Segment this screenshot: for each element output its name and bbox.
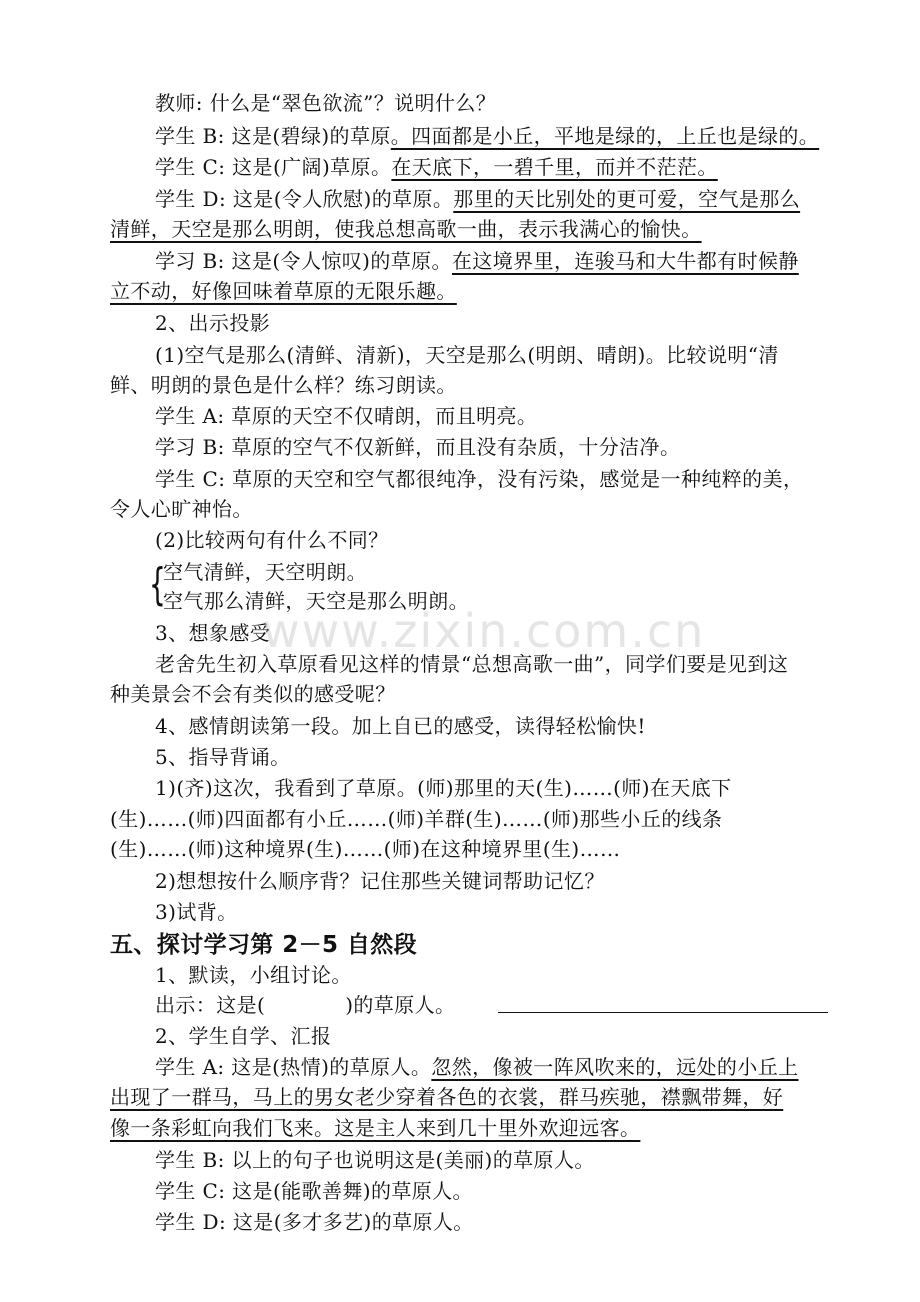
- text-line: 像一条彩虹向我们飞来。这是主人来到几十里外欢迎远客。: [110, 1116, 641, 1140]
- text-line: 立不动，好像回味着草原的无限乐趣。: [110, 279, 457, 303]
- text-line: 学习 B: 草原的空气不仅新鲜，而且没有杂质，十分洁净。: [155, 435, 681, 459]
- text-line: 学生 D: 这是(多才多艺)的草原人。: [155, 1210, 474, 1234]
- text-line: 学生 B: 这是(碧绿)的草原。四面都是小丘，平地是绿的，上丘也是绿的。: [155, 124, 820, 148]
- section-item: 2、出示投影: [155, 311, 271, 335]
- section-item: 5、指导背诵。: [155, 745, 291, 769]
- text-line: 种美景会不会有类似的感受呢？: [110, 682, 396, 706]
- text-line: 学生 A: 这是(热情)的草原人。忽然，像被一阵风吹来的，远处的小丘上: [155, 1055, 799, 1079]
- text-line: 老舍先生初入草原看见这样的情景“总想高歌一曲”，同学们要是见到这: [155, 652, 789, 676]
- text-line: 2)想想按什么顺序背？记住那些关键词帮助记忆？: [155, 869, 605, 893]
- text-line: 令人心旷神怡。: [110, 497, 253, 521]
- comparison-sentence: 空气那么清鲜，天空是那么明朗。: [163, 589, 469, 613]
- watermark: www.zixin.com.cn: [262, 604, 706, 658]
- answer-blank-rule: [498, 1012, 828, 1013]
- section-heading: 五、探讨学习第 2－5 自然段: [110, 932, 418, 958]
- fill-in-line: 出示：这是( )的草原人。: [155, 993, 456, 1017]
- text-line: 学生 D: 这是(令人欣慰)的草原。那里的天比别处的更可爱，空气是那么: [155, 187, 801, 211]
- text-line: 学生 C: 草原的天空和空气都很纯净，没有污染，感觉是一种纯粹的美，: [155, 467, 804, 491]
- text-line: 学习 B: 这是(令人惊叹)的草原。在这境界里，连骏马和大牛都有时候静: [155, 249, 799, 273]
- comparison-sentence: 空气清鲜，天空明朗。: [163, 560, 367, 584]
- brace-glyph: {: [149, 559, 166, 610]
- text-line: 1)(齐)这次，我看到了草原。(师)那里的天(生)……(师)在天底下: [155, 776, 732, 800]
- section-item: 3、想象感受: [155, 621, 271, 645]
- section-item: 1、默读，小组讨论。: [155, 963, 352, 987]
- text-line: 学生 C: 这是(广阔)草原。在天底下，一碧千里，而并不茫茫。: [155, 155, 718, 179]
- text-line: 3)试背。: [155, 900, 238, 924]
- text-line: (2)比较两句有什么不同？: [155, 528, 389, 552]
- text-line: (生)……(师)这种境界(生)……(师)在这种境界里(生)……: [110, 837, 621, 861]
- section-item: 2、学生自学、汇报: [155, 1024, 332, 1048]
- text-line: (生)……(师)四面都有小丘……(师)羊群(生)……(师)那些小丘的线条: [110, 807, 723, 831]
- text-line: 鲜、明朗的景色是什么样？练习朗读。: [110, 373, 457, 397]
- text-line: 清鲜，天空是那么明朗，使我总想高歌一曲，表示我满心的愉快。: [110, 217, 702, 241]
- section-item: 4、感情朗读第一段。加上自已的感受，读得轻松愉快!: [155, 714, 646, 738]
- text-line: 学生 A: 草原的天空不仅晴朗，而且明亮。: [155, 404, 538, 428]
- text-line: 出现了一群马，马上的男女老少穿着各色的衣裳，群马疾驰，襟飘带舞，好: [110, 1085, 784, 1109]
- text-line: 学生 B: 以上的句子也说明这是(美丽)的草原人。: [155, 1148, 595, 1172]
- text-line: 教师: 什么是“翠色欲流”？说明什么？: [155, 91, 497, 115]
- text-line: 学生 C: 这是(能歌善舞)的草原人。: [155, 1179, 473, 1203]
- text-line: (1)空气是那么(清鲜、清新)，天空是那么(明朗、晴朗)。比较说明“清: [155, 343, 779, 367]
